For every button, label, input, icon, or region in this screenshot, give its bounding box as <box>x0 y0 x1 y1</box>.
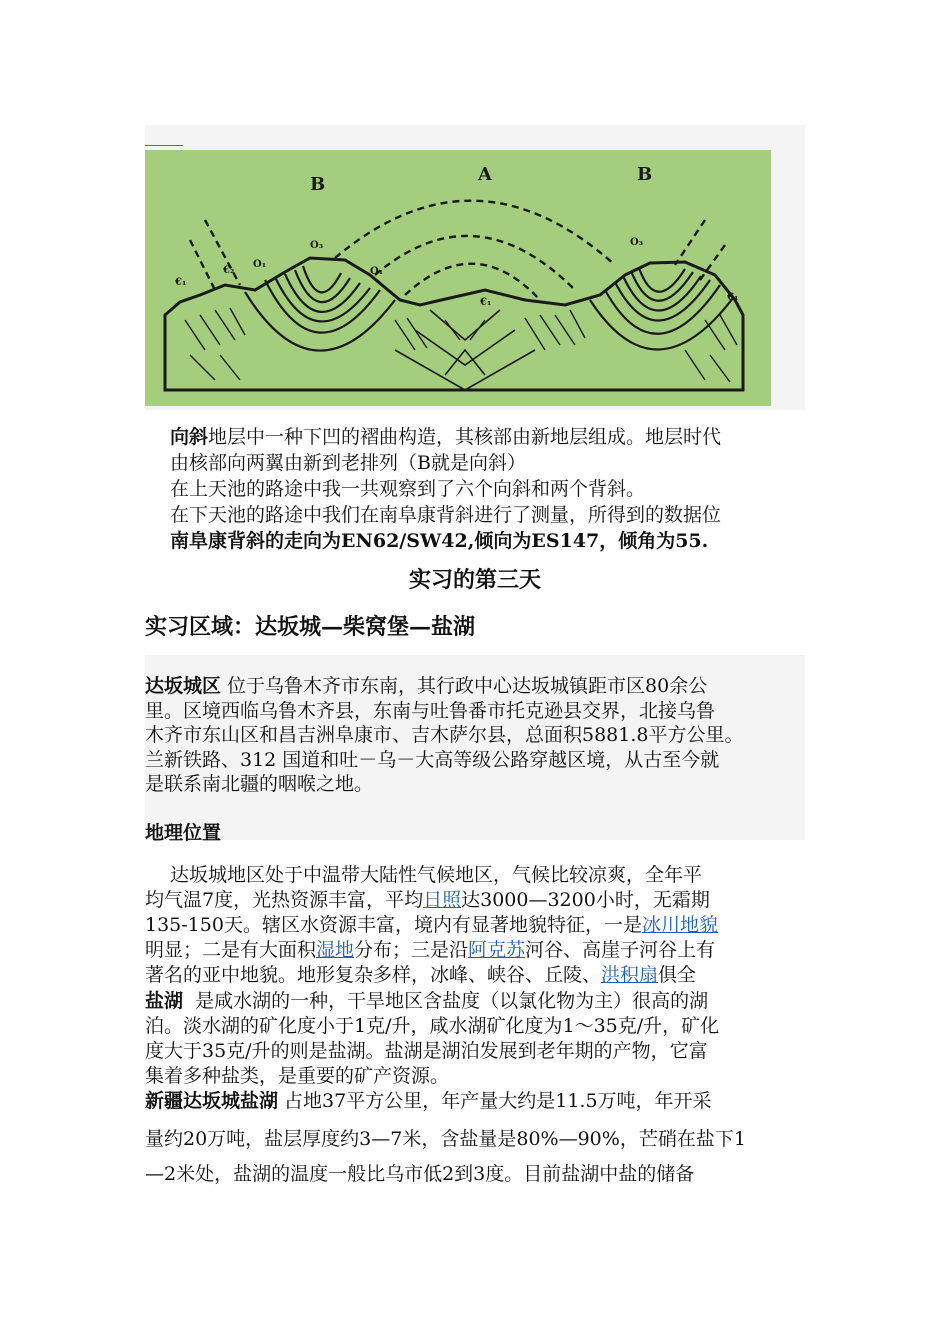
xinjiang-salt-line-1-text: 占地37平方公里，年产量大约是11.5万吨，年开采 <box>278 1090 712 1112</box>
dabancheng-line-2: 里。区境西临乌鲁木齐县，东南与吐鲁番市托克逊县交界，北接乌鲁 <box>145 700 716 722</box>
label-e1-left: €₁ <box>175 277 187 288</box>
label-o1-mid: O₁ <box>370 266 384 277</box>
geo-line-1: 达坂城地区处于中温带大陆性气候地区，气候比较凉爽，全年平 <box>170 864 703 886</box>
syncline-line-5: 南阜康背斜的走向为EN62/SW42,倾向为ES147，倾角为55. <box>170 530 709 552</box>
fold-diagram <box>145 150 771 406</box>
link-wetland[interactable]: 湿地 <box>316 939 355 961</box>
dabancheng-term: 达坂城区 <box>145 675 222 697</box>
geo-line-3-a: 135-150天。辖区水资源丰富，境内有显著地貌特征，一是 <box>145 914 642 936</box>
dabancheng-line-1-text: 位于乌鲁木齐市东南，其行政中心达坂城镇距市区80余公 <box>221 675 708 697</box>
label-a: A <box>478 164 492 185</box>
label-o3-right: O₃ <box>630 237 644 248</box>
link-alluvial-fan[interactable]: 洪积扇 <box>601 964 659 986</box>
salt-lake-line-4: 集着多种盐类，是重要的矿产资源。 <box>145 1065 450 1087</box>
link-aksu[interactable]: 阿克苏 <box>468 939 526 961</box>
syncline-line-2: 由核部向两翼由新到老排列（B就是向斜） <box>170 452 526 474</box>
geo-line-4-b: 分布；三是沿 <box>354 939 469 961</box>
xinjiang-salt-line-1 <box>145 1088 712 1114</box>
region-title: 实习区域：达坂城—柴窝堡—盐湖 <box>145 614 476 640</box>
label-o3-left: O₃ <box>310 240 324 251</box>
salt-lake-line-2: 泊。淡水湖的矿化度小于1克/升，咸水湖矿化度为1～35克/升，矿化 <box>145 1015 720 1037</box>
syncline-line-3: 在上天池的路途中我一共观察到了六个向斜和两个背斜。 <box>170 478 646 500</box>
fold-diagram-figure <box>145 150 771 406</box>
dabancheng-line-5: 是联系南北疆的咽喉之地。 <box>145 773 374 795</box>
salt-lake-line-1-text: 是咸水湖的一种，干旱地区含盐度（以氯化物为主）很高的湖 <box>183 990 709 1012</box>
link-glacier-landform[interactable]: 冰川地貌 <box>641 914 718 936</box>
link-sunshine[interactable]: 日照 <box>423 889 462 911</box>
geo-line-4-a: 明显；二是有大面积 <box>145 939 317 961</box>
label-e3-mid: €₁ <box>480 297 492 308</box>
dabancheng-line-3: 木齐市东山区和昌吉洲阜康市、吉木萨尔县，总面积5881.8平方公里。 <box>145 724 744 746</box>
syncline-line-1-text: 地层中一种下凹的褶曲构造，其核部由新地层组成。地层时代 <box>208 426 722 448</box>
dabancheng-line-1 <box>145 673 707 699</box>
label-b-left: B <box>310 174 326 195</box>
geo-line-5 <box>145 962 696 988</box>
link-underline <box>145 145 183 146</box>
geo-line-4 <box>145 937 715 963</box>
label-e2-left: €₂ <box>223 265 235 276</box>
label-e1-right: €₁ <box>727 292 739 303</box>
salt-lake-term: 盐湖 <box>145 990 184 1012</box>
geo-line-5-a: 著名的亚中地貌。地形复杂多样，冰峰、峡谷、丘陵、 <box>145 964 602 986</box>
syncline-line-1 <box>170 424 721 450</box>
geo-line-2 <box>145 887 710 913</box>
syncline-line-4: 在下天池的路途中我们在南阜康背斜进行了测量，所得到的数据位 <box>170 504 722 526</box>
xinjiang-salt-line-2: 量约20万吨，盐层厚度约3—7米，含盐量是80%—90%，芒硝在盐下1 <box>145 1128 746 1150</box>
geo-heading: 地理位置 <box>145 822 222 844</box>
geo-line-2-a: 均气温7度，光热资源丰富，平均 <box>145 889 424 911</box>
geo-line-5-b: 俱全 <box>658 964 697 986</box>
label-o1-left: O₁ <box>253 259 267 270</box>
dabancheng-line-4: 兰新铁路、312 国道和吐－乌－大高等级公路穿越区境，从古至今就 <box>145 749 720 771</box>
geo-line-2-b: 达3000—3200小时，无霜期 <box>461 889 710 911</box>
label-b-right: B <box>637 164 653 185</box>
geo-line-3 <box>145 912 718 938</box>
xinjiang-salt-term: 新疆达坂城盐湖 <box>145 1090 279 1112</box>
syncline-term: 向斜 <box>170 426 209 448</box>
geo-line-4-c: 河谷、高崖子河谷上有 <box>525 939 716 961</box>
xinjiang-salt-line-3: —2米处，盐湖的温度一般比乌市低2到3度。目前盐湖中盐的储备 <box>145 1163 695 1185</box>
salt-lake-line-1 <box>145 988 708 1014</box>
salt-lake-line-3: 度大于35克/升的则是盐湖。盐湖是湖泊发展到老年期的产物，它富 <box>145 1040 708 1062</box>
day-title: 实习的第三天 <box>408 567 541 593</box>
